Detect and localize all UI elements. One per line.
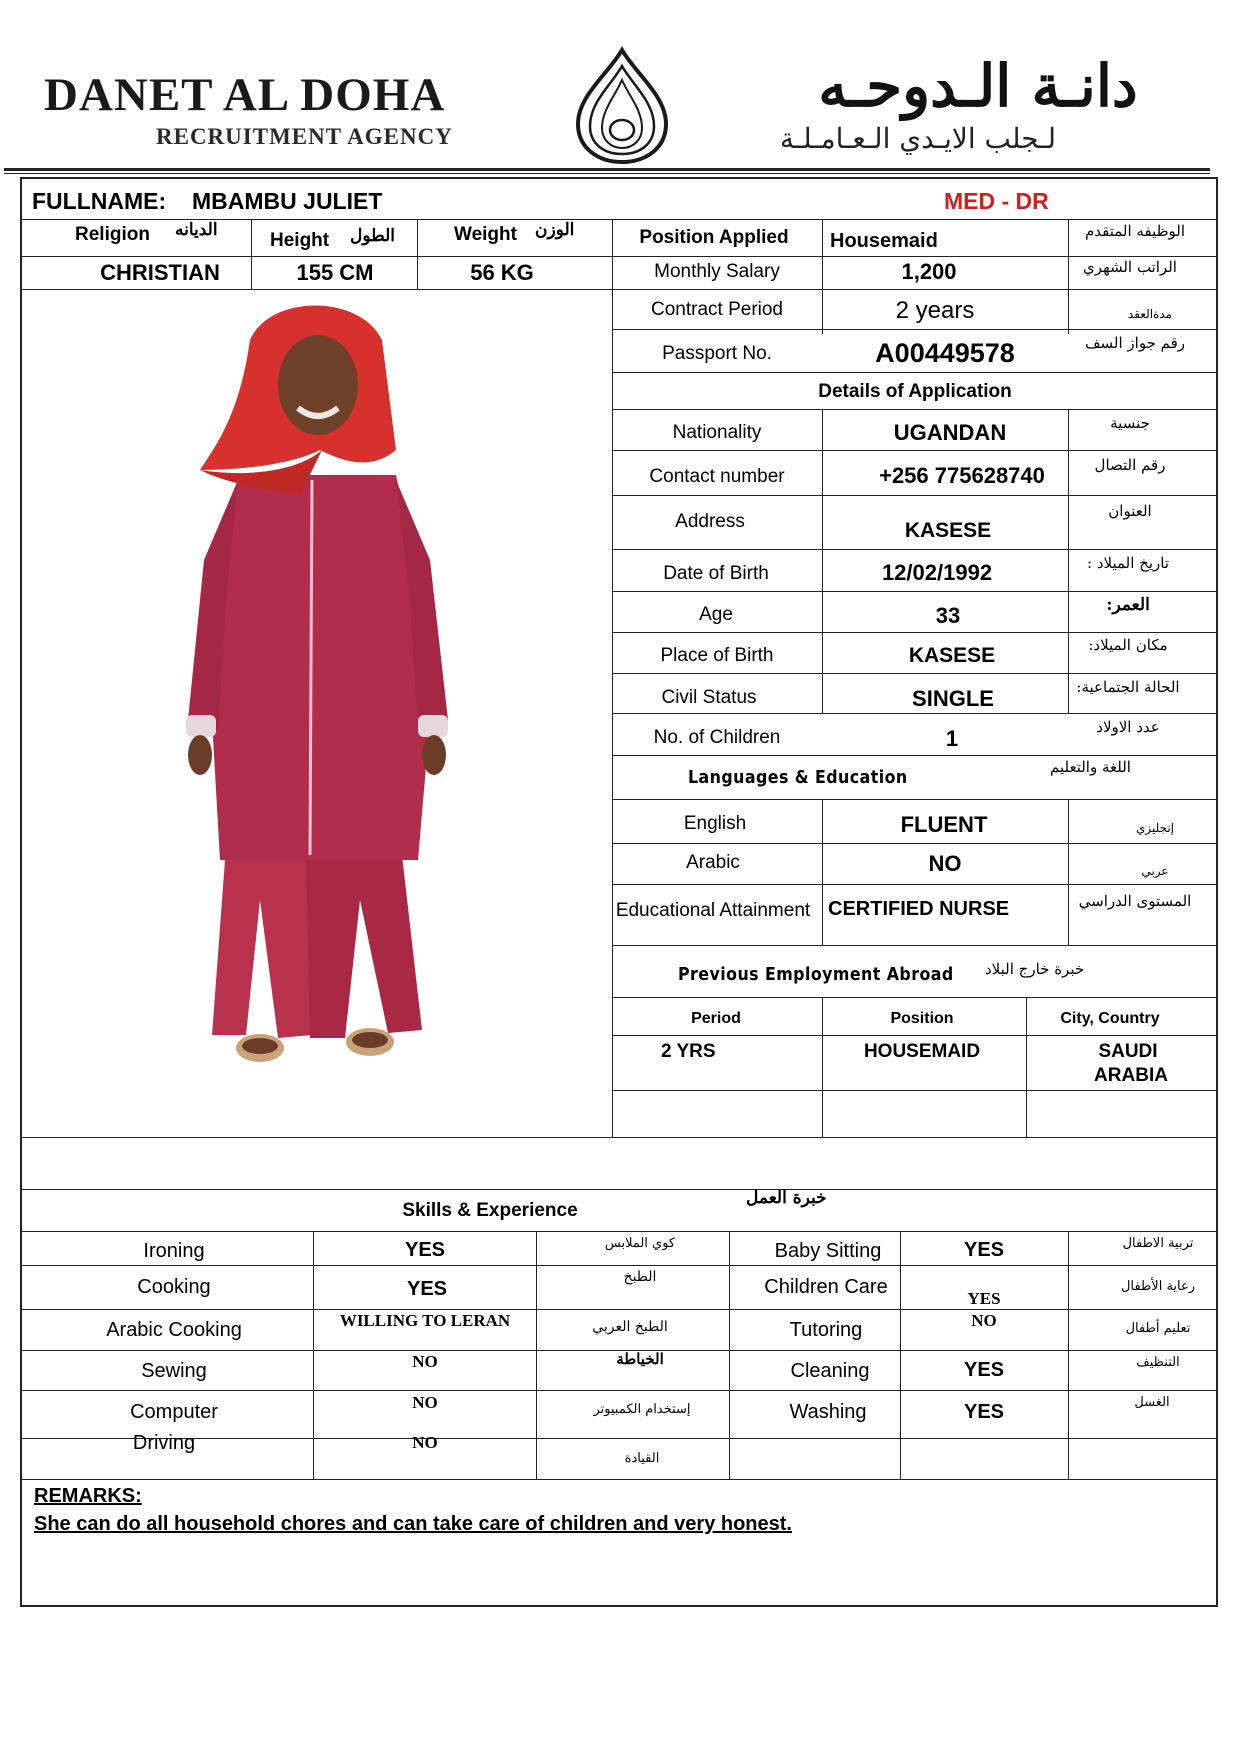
religion-label: Religion	[75, 224, 150, 245]
employment-header-position: Position	[890, 1010, 954, 1027]
skill-cooking-ar: الطبخ	[623, 1269, 657, 1285]
skill-computer-value: NO	[412, 1393, 438, 1412]
skill-tutoring-value: NO	[971, 1311, 997, 1330]
grid-line	[1068, 1231, 1069, 1479]
grid-line	[612, 713, 1218, 714]
grid-line	[536, 1231, 537, 1479]
weight-label: Weight	[454, 224, 517, 245]
monthly-salary-label: Monthly Salary	[654, 261, 780, 282]
weight-value: 56 KG	[470, 260, 534, 285]
skill-tutoring-label: Tutoring	[789, 1319, 863, 1341]
contact-label: Contact number	[649, 466, 785, 487]
grid-line	[20, 1231, 1218, 1232]
religion-value: CHRISTIAN	[100, 260, 220, 285]
position-applied-value: Housemaid	[830, 230, 938, 252]
fullname-label: FULLNAME:	[32, 188, 167, 214]
applicant-photo	[160, 300, 470, 1115]
place-of-birth-label: Place of Birth	[660, 645, 774, 666]
company-name-en: DANET AL DOHA	[44, 69, 446, 121]
height-value: 155 CM	[296, 260, 374, 285]
dob-label: Date of Birth	[663, 563, 769, 584]
weight-label-ar: الوزن	[535, 220, 575, 240]
civil-status-label-ar: الحالة الجتماعية:	[1076, 678, 1180, 696]
english-label-ar: إنجليزي	[1135, 821, 1175, 835]
grid-line	[612, 843, 1218, 844]
grid-line	[612, 799, 1218, 800]
age-label-ar: العمر:	[1106, 595, 1150, 615]
dob-value: 12/02/1992	[881, 560, 993, 585]
employment-title-ar: خبرة خارج البلاد	[985, 960, 1085, 978]
grid-line	[612, 997, 1218, 998]
skill-computer-ar: إستخدام الكمبيوتر	[593, 1402, 691, 1417]
skill-cooking-value: YES	[406, 1278, 448, 1300]
company-name-ar: دانـة الـدوحـه	[818, 52, 1138, 120]
languages-title-ar: اللغة والتعليم	[1050, 758, 1131, 776]
place-of-birth-label-ar: مكان الميلاد:	[1088, 636, 1168, 654]
grid-line	[612, 549, 1218, 550]
employment-header-period: Period	[691, 1010, 741, 1027]
place-of-birth-value: KASESE	[908, 644, 996, 667]
children-label: No. of Children	[653, 727, 781, 748]
religion-label-ar: الديانه	[175, 220, 218, 240]
application-title: Details of Application	[818, 381, 1012, 402]
grid-line	[1068, 409, 1069, 713]
skill-arabic-cooking-label: Arabic Cooking	[106, 1319, 242, 1341]
grid-line	[313, 1231, 314, 1479]
grid-line	[20, 289, 613, 290]
age-value: 33	[935, 603, 961, 628]
education-label-ar: المستوى الدراسي	[1078, 892, 1192, 910]
monthly-salary-label-ar: الراتب الشهري	[1083, 258, 1177, 276]
skills-title-ar: خبرة العمل	[746, 1188, 827, 1208]
grid-line	[20, 1265, 1218, 1266]
grid-line	[612, 219, 613, 1137]
skill-cooking-label: Cooking	[137, 1276, 211, 1298]
education-label: Educational Attainment	[615, 900, 811, 921]
languages-title: Languages & Education	[688, 767, 908, 788]
skill-sewing-label: Sewing	[141, 1360, 207, 1382]
skill-washing-value: YES	[963, 1401, 1005, 1423]
skill-sewing-ar: الخياطة	[616, 1350, 664, 1368]
skill-washing-label: Washing	[789, 1401, 867, 1423]
nationality-value: UGANDAN	[893, 420, 1007, 445]
remarks-text: She can do all household chores and can take care of children and very honest.	[34, 1513, 792, 1535]
skill-ironing-value: YES	[404, 1239, 446, 1261]
grid-line	[20, 1189, 1218, 1190]
passport-value: A00449578	[875, 338, 1015, 368]
grid-line	[417, 219, 418, 289]
skill-children-care-value: YES	[967, 1289, 1001, 1308]
grid-line	[822, 219, 823, 334]
contract-period-label-ar: مدةالعقد	[1127, 307, 1173, 321]
contact-label-ar: رقم التصال	[1094, 456, 1166, 474]
civil-status-label: Civil Status	[661, 687, 757, 708]
children-label-ar: عدد الاولاد	[1096, 718, 1160, 736]
company-tagline-en: RECRUITMENT AGENCY	[156, 124, 453, 149]
position-applied-label: Position Applied	[639, 227, 789, 248]
children-value: 1	[945, 726, 959, 751]
nationality-label: Nationality	[672, 422, 762, 443]
skill-cleaning-value: YES	[963, 1359, 1005, 1381]
monthly-salary-value: 1,200	[901, 259, 957, 284]
skill-cleaning-label: Cleaning	[790, 1360, 870, 1382]
grid-line	[612, 591, 1218, 592]
employment-city-line1: SAUDI	[1098, 1041, 1158, 1062]
skill-baby-sitting-label: Baby Sitting	[774, 1240, 882, 1262]
grid-line	[612, 1035, 1218, 1036]
grid-line	[612, 632, 1218, 633]
grid-line	[822, 409, 823, 713]
english-value: FLUENT	[900, 812, 988, 837]
grid-line	[822, 799, 823, 945]
skill-baby-sitting-value: YES	[963, 1239, 1005, 1261]
applicant-code: MED - DR	[944, 188, 1049, 214]
skill-children-care-label: Children Care	[764, 1276, 888, 1298]
address-label: Address	[675, 511, 745, 532]
grid-line	[251, 219, 252, 289]
grid-line	[20, 1137, 1218, 1138]
fullname-value: MBAMBU JULIET	[192, 188, 383, 214]
skill-baby-sitting-ar: تربية الاطفال	[1122, 1236, 1194, 1251]
grid-line	[612, 289, 1218, 290]
grid-line	[612, 450, 1218, 451]
height-label: Height	[270, 230, 330, 251]
employment-title: Previous Employment Abroad	[678, 964, 954, 985]
grid-line	[612, 884, 1218, 885]
contract-period-value: 2 years	[895, 297, 975, 324]
passport-label-ar: رقم جواز السف	[1084, 334, 1186, 352]
grid-line	[900, 1231, 901, 1479]
skill-driving-value: NO	[412, 1433, 438, 1452]
height-label-ar: الطول	[350, 226, 395, 246]
age-label: Age	[699, 604, 733, 625]
skill-sewing-value: NO	[412, 1352, 438, 1371]
nationality-label-ar: جنسية	[1110, 414, 1150, 432]
grid-line	[612, 372, 1218, 373]
address-value: KASESE	[904, 519, 992, 542]
remarks-label: REMARKS:	[34, 1485, 142, 1507]
contact-value: +256 775628740	[879, 463, 1045, 488]
company-logo	[560, 44, 684, 168]
skill-cleaning-ar: التنظيف	[1136, 1355, 1180, 1370]
arabic-value: NO	[928, 851, 962, 876]
skill-washing-ar: الغسل	[1134, 1395, 1170, 1410]
position-applied-label-ar: الوظيفه المتقدم	[1084, 222, 1186, 240]
skill-tutoring-ar: تعليم أطفال	[1125, 1321, 1191, 1336]
header-divider-thin	[4, 173, 1210, 174]
grid-line	[1068, 219, 1069, 334]
grid-line	[20, 1390, 1218, 1391]
skills-title: Skills & Experience	[402, 1200, 578, 1221]
grid-line	[612, 945, 1218, 946]
arabic-label: Arabic	[686, 852, 740, 873]
employment-position: HOUSEMAID	[863, 1041, 981, 1062]
skill-ironing-label: Ironing	[143, 1240, 205, 1262]
grid-line	[729, 1231, 730, 1479]
company-tagline-ar: لـجلب الايـدي الـعـامـلـة	[779, 122, 1057, 155]
employment-header-city: City, Country	[1060, 1010, 1160, 1027]
grid-line	[612, 495, 1218, 496]
grid-line	[612, 1090, 1218, 1091]
dob-label-ar: تاريخ الميلاد :	[1086, 554, 1170, 572]
contract-period-label: Contract Period	[650, 299, 784, 320]
passport-label: Passport No.	[662, 343, 772, 364]
english-label: English	[683, 813, 747, 834]
grid-line	[612, 409, 1218, 410]
grid-line	[822, 997, 823, 1137]
grid-line	[20, 256, 1218, 257]
header-divider	[4, 168, 1210, 171]
grid-line	[20, 1479, 1218, 1480]
grid-line	[20, 1309, 1218, 1310]
grid-line	[1026, 997, 1027, 1137]
grid-line	[1068, 799, 1069, 945]
skill-children-care-ar: رعاية الأطفال	[1120, 1279, 1196, 1294]
skill-computer-label: Computer	[130, 1401, 218, 1423]
grid-line	[612, 673, 1218, 674]
skill-driving-ar: القيادة	[624, 1451, 660, 1466]
employment-period: 2 YRS	[661, 1041, 716, 1062]
skill-ironing-ar: كوي الملابس	[604, 1236, 676, 1251]
skill-arabic-cooking-ar: الطبخ العربي	[592, 1319, 668, 1335]
grid-line	[612, 755, 1218, 756]
grid-line	[612, 329, 1218, 330]
education-value: CERTIFIED NURSE	[828, 898, 1010, 920]
address-label-ar: العنوان	[1108, 502, 1152, 520]
civil-status-value: SINGLE	[912, 686, 994, 711]
arabic-label-ar: عربي	[1141, 864, 1169, 878]
grid-line	[20, 1438, 1218, 1439]
employment-city-line2: ARABIA	[1094, 1065, 1168, 1086]
skill-arabic-cooking-value: WILLING TO LERAN	[339, 1311, 511, 1330]
skill-driving-label: Driving	[132, 1432, 196, 1454]
